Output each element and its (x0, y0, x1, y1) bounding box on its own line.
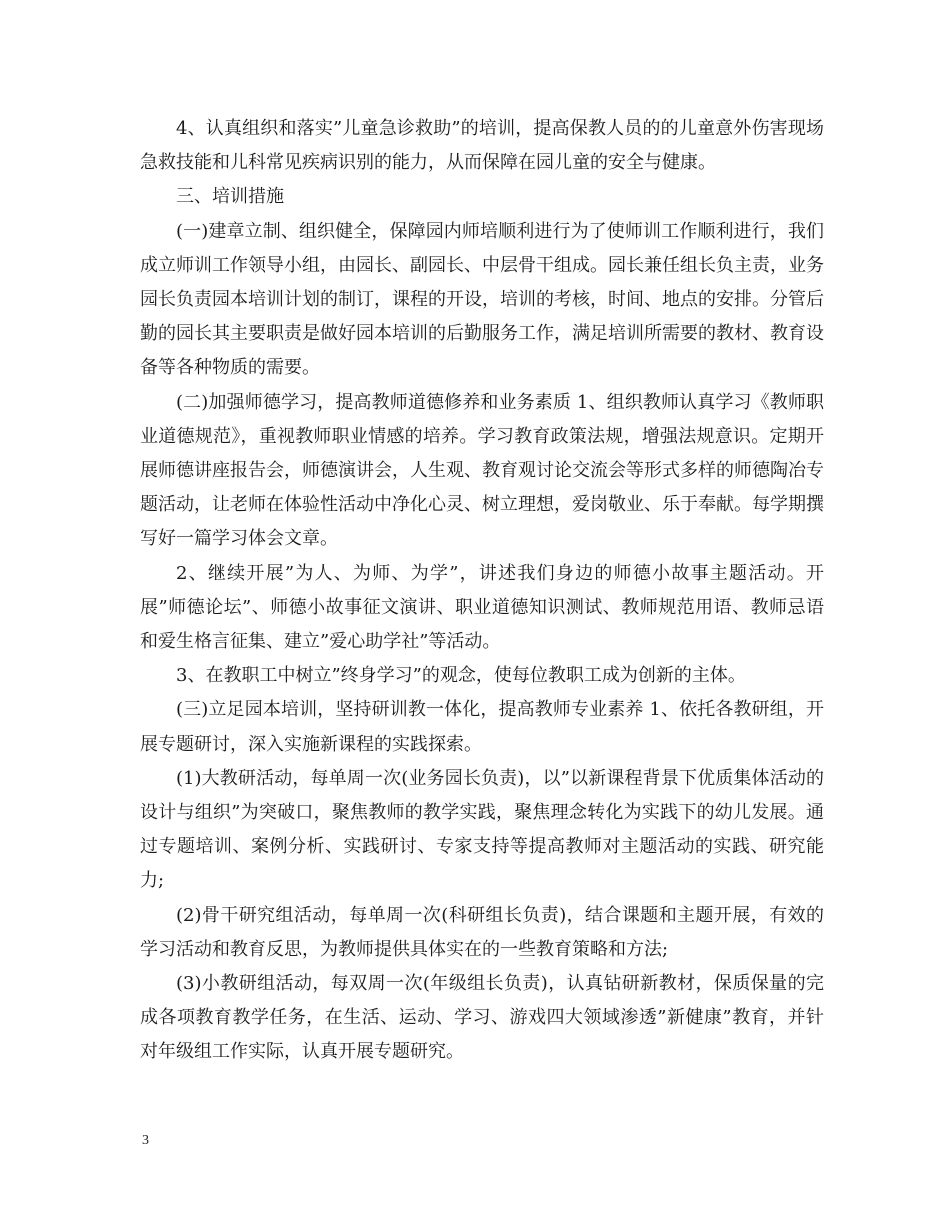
paragraph-school-based-training: (三)立足园本培训，坚持研训教一体化，提高教师专业素养 1、依托各教研组，开展专题研讨，深入实施新课程的实践探索。 (140, 699, 824, 755)
paragraph-ethics-activities: 2、继续开展”为人、为师、为学”，讲述我们身边的师德小故事主题活动。开展”师德论坛”、师德小故事征文演讲、职业道德知识测试、教师规范用语、教师忌语和爱生格言征集、建立”爱心助学社”等活动。 (140, 562, 824, 653)
paragraph-organization: (一)建章立制、组织健全，保障园内师培顺利进行为了使师训工作顺利进行，我们成立师训工作领导小组，由园长、副园长、中层骨干组成。园长兼任组长负主责，业务园长负责园本培训计划的制订，课程的开设，培训的考核，时间、地点的安排。分管后勤的园长其主要职责是做好园本培训的后勤服务工作，满足培训所需要的教材、教育设备等各种物质的需要。 (140, 220, 824, 379)
document-body (140, 112, 824, 1070)
paragraph-lifelong-learning: 3、在教职工中树立”终身学习”的观念，使每位教职工成为创新的主体。 (176, 665, 746, 687)
page-number: 3 (142, 1133, 149, 1148)
paragraph-ethics-study: (二)加强师德学习，提高教师道德修养和业务素质 1、组织教师认真学习《教师职业道德规范》，重视教师职业情感的培养。学习教育政策法规，增强法规意识。定期开展师德讲座报告会，师德演讲会，人生观、教育观讨论交流会等形式多样的师德陶冶专题活动，让老师在体验性活动中净化心灵、树立理想，爱岗敬业、乐于奉献。每学期撰写好一篇学习体会文章。 (140, 391, 824, 550)
paragraph-small-research-group: (3)小教研组活动，每双周一次(年级组长负责)，认真钻研新教材，保质保量的完成各项教育教学任务，在生活、运动、学习、游戏四大领域渗透”新健康”教育，并针对年级组工作实际，认真开展专题研究。 (140, 973, 824, 1063)
section-heading-training-measures: 三、培训措施 (176, 186, 284, 208)
paragraph-first-aid-training: 4、认真组织和落实”儿童急诊救助”的培训，提高保教人员的的儿童意外伤害现场急救技能和儿科常见疾病识别的能力，从而保障在园儿童的安全与健康。 (140, 118, 824, 174)
paragraph-backbone-research-group: (2)骨干研究组活动，每单周一次(科研组长负责)，结合课题和主题开展，有效的学习活动和教育反思，为教师提供具体实在的一些教育策略和方法; (140, 904, 824, 960)
paragraph-large-research-activity: (1)大教研活动，每单周一次(业务园长负责)，以”以新课程背景下优质集体活动的设计与组织”为突破口，聚焦教师的教学实践，聚焦理念转化为实践下的幼儿发展。通过专题培训、案例分析、实践研讨、专家支持等提高教师对主题活动的实践、研究能力; (140, 767, 824, 892)
